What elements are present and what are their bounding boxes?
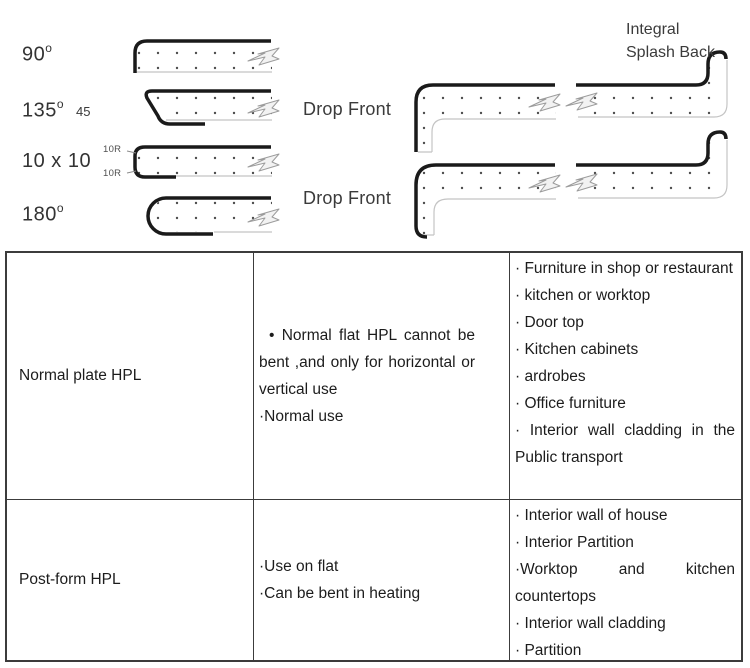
application-item: · Kitchen cabinets — [515, 341, 639, 358]
label-90-degree — [22, 42, 52, 67]
application-item: · Office furniture — [515, 395, 626, 412]
label-integral-splash-back: Integral Splash Back — [626, 21, 715, 61]
application-item: · ardrobes — [515, 368, 586, 385]
application-item: · kitchen or worktop — [515, 287, 651, 304]
application-item: · Furniture in shop or restaurant — [515, 260, 733, 277]
cell-applications-postform — [510, 500, 741, 660]
label-45-chamfer: 45 — [76, 104, 91, 119]
cell-applications-normal — [510, 253, 741, 500]
label-135-degree — [22, 98, 64, 123]
cell-product-name-normal — [7, 253, 254, 500]
product-name: Post-form HPL — [19, 571, 121, 588]
profile-90-drawing — [134, 41, 279, 73]
angle-sup: o — [56, 97, 65, 111]
application-item: · Partition — [515, 642, 582, 659]
label-180-degree — [22, 202, 64, 227]
feature-line: ·Use on flat — [259, 558, 339, 575]
profile-135-drawing — [146, 91, 279, 124]
application-item: · Interior wall of house — [515, 507, 668, 524]
drop-front-top-drawing — [416, 85, 560, 152]
cell-product-name-postform — [7, 500, 254, 660]
application-item: · Interior wall cladding — [515, 615, 666, 632]
label-drop-front-2: Drop Front — [303, 188, 392, 208]
angle-sup: o — [56, 201, 65, 215]
profile-diagram-panel — [0, 0, 750, 250]
label-10r-bottom: 10R — [103, 168, 122, 179]
application-item: · Door top — [515, 314, 584, 331]
feature-line: ·Can be bent in heating — [259, 585, 421, 602]
label-10r-top: 10R — [103, 144, 122, 155]
application-item: · Interior Partition — [515, 534, 634, 551]
label-drop-front-1: Drop Front — [303, 99, 392, 119]
feature-line: • Normal flat HPL cannot be bent ,and only for horizontal or vertical use — [259, 327, 475, 398]
product-name: Normal plate HPL — [19, 367, 142, 384]
angle-value: 90 — [22, 43, 46, 66]
angle-value: 135 — [22, 99, 57, 122]
hpl-comparison-table — [5, 251, 743, 662]
splash-back-bottom-drawing — [566, 132, 727, 198]
cell-features-postform — [254, 500, 510, 660]
feature-line: ·Normal use — [259, 408, 344, 425]
profile-180-drawing — [148, 198, 279, 234]
cell-features-normal — [254, 253, 510, 500]
drop-front-bottom-drawing — [416, 165, 560, 237]
angle-value: 180 — [22, 203, 57, 226]
application-item: · Interior wall cladding in the Public transport — [515, 422, 735, 466]
profile-10x10-drawing — [127, 147, 279, 177]
application-item: ·Worktop and kitchen countertops — [515, 561, 735, 605]
label-10x10: 10 x 10 — [22, 150, 92, 172]
angle-sup: o — [45, 41, 53, 55]
